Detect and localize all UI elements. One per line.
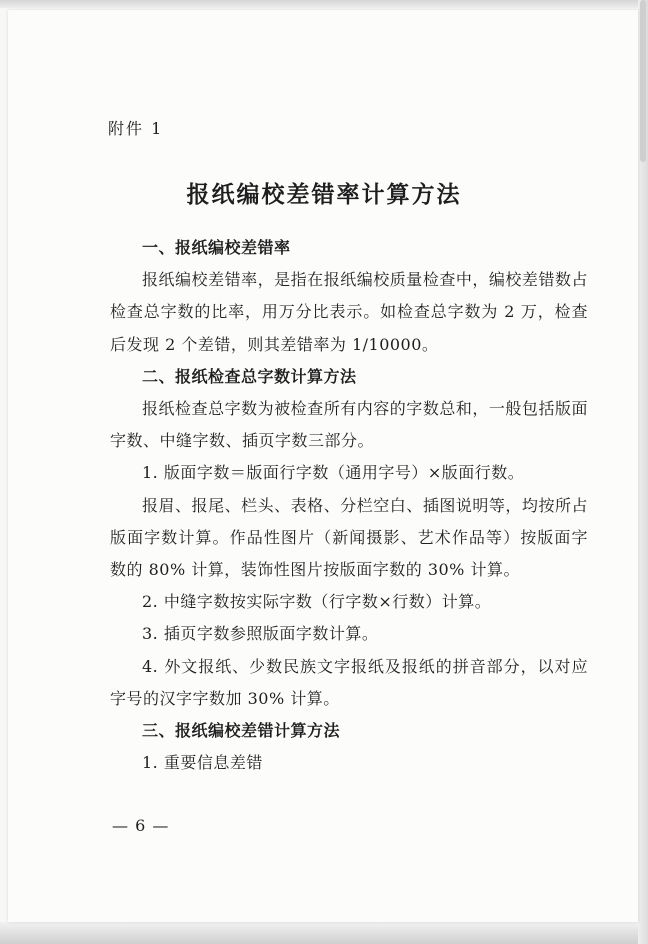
section-heading-3: 三、报纸编校差错计算方法 [142,721,341,741]
scan-right-edge [638,0,648,944]
paragraph-foreign-language: 4. 外文报纸、少数民族文字报纸及报纸的拼音部分，以对应字号的汉字字数加 30% 计算。 [110,656,588,708]
section-heading-1: 一、报纸编校差错率 [142,238,291,257]
paragraph-center-fold: 2. 中缝字数按实际字数（行字数×行数）计算。 [142,592,492,612]
document-body [110,232,588,779]
paragraph-layout-elements: 报眉、报尾、栏头、表格、分栏空白、插图说明等，均按所占版面字数计算。作品性图片（新闻摄影、艺术作品等）按版面字数的 80% 计算，装饰性图片按版面字数的 30% 计算。 [110,495,588,580]
paragraph-important-info-errors: 1. 重要信息差错 [142,753,263,773]
attachment-label: 附件 1 [108,119,164,138]
paragraph-error-rate-definition: 报纸编校差错率，是指在报纸编校质量检查中，编校差错数占检查总字数的比率，用万分比表示。如检查总字数为 2 万，检查后发现 2 个差错，则其差错率为 1/10000。 [110,270,588,354]
scan-top-edge [0,0,648,8]
paragraph-total-word-count: 报纸检查总字数为被检查所有内容的字数总和，一般包括版面字数、中缝字数、插页字数三部分。 [110,399,588,451]
scrollbar-thumb[interactable] [640,0,646,162]
document-title: 报纸编校差错率计算方法 [186,181,462,208]
section-heading-2: 二、报纸检查总字数计算方法 [142,366,357,386]
paragraph-insert-pages: 3. 插页字数参照版面字数计算。 [142,624,379,644]
paragraph-layout-word-count: 1. 版面字数＝版面行字数（通用字号）×版面行数。 [142,463,525,483]
page-number: — 6 — [112,816,170,835]
scan-bottom-edge [0,922,648,944]
